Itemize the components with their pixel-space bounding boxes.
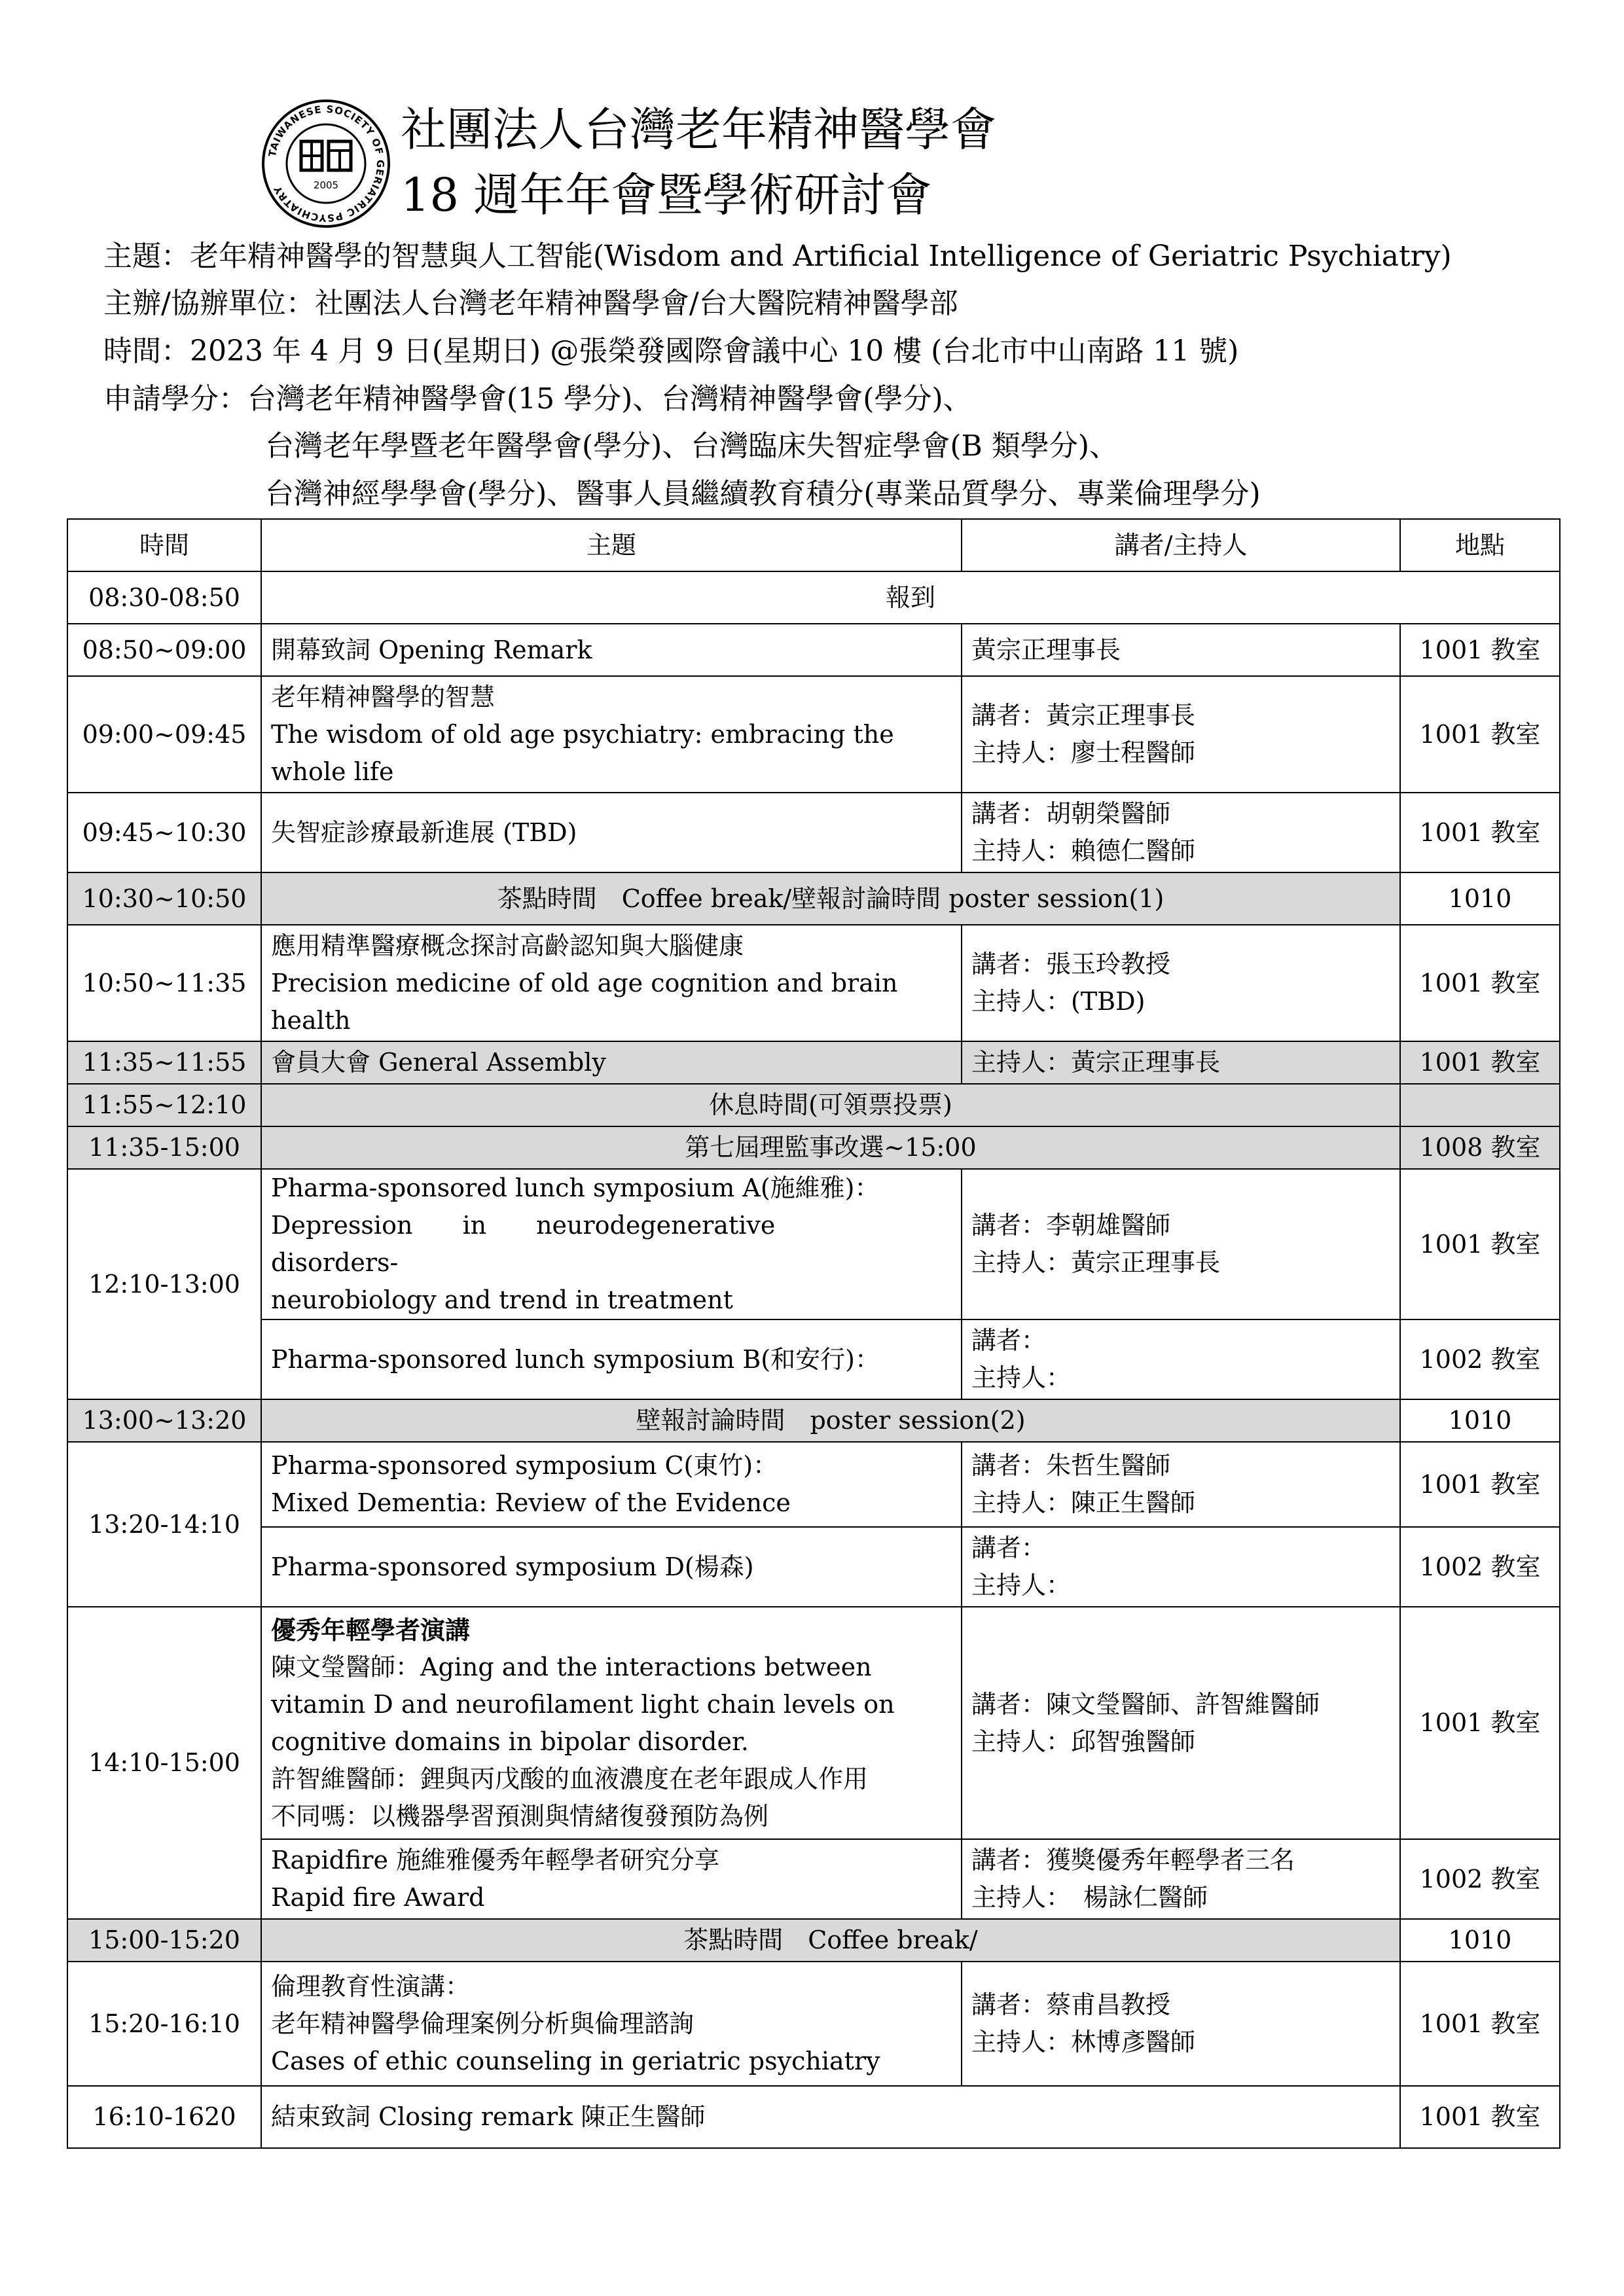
row-time: 10:50~11:35 <box>67 925 261 1041</box>
row-place: 1001 教室 <box>1400 793 1560 872</box>
table-row <box>67 1319 1560 1399</box>
row-place: 1010 <box>1400 1919 1560 1962</box>
row-speaker: 黃宗正理事長 <box>962 624 1400 676</box>
row-topic: 茶點時間 Coffee break/ <box>261 1919 1400 1962</box>
credits-line-1: 申請學分：台灣老年精神醫學會(15 學分)、台灣精神醫學會(學分)、 <box>103 382 972 416</box>
table-row <box>67 2086 1560 2148</box>
row-topic <box>261 1962 962 2086</box>
host-line: 主持人： <box>971 1571 1072 1600</box>
row-topic <box>261 925 962 1041</box>
row-time: 11:55~12:10 <box>67 1084 261 1126</box>
host-line: 主持人：賴德仁醫師 <box>971 836 1196 865</box>
row-time: 08:30-08:50 <box>67 571 261 624</box>
table-row <box>67 1169 1560 1319</box>
row-time: 09:45~10:30 <box>67 793 261 872</box>
table-row <box>67 1442 1560 1527</box>
row-time: 09:00~09:45 <box>67 676 261 793</box>
host-line: 主持人：黃宗正理事長 <box>971 1248 1221 1277</box>
topic-line: Pharma-sponsored lunch symposium A(施維雅)： <box>271 1174 880 1202</box>
row-time: 12:10-13:00 <box>67 1169 261 1399</box>
host-line: 主持人：林博彥醫師 <box>971 2028 1196 2056</box>
row-topic: Pharma-sponsored lunch symposium B(和安行)： <box>261 1319 962 1399</box>
speaker-line: 講者：胡朝榮醫師 <box>971 799 1171 828</box>
table-row <box>67 925 1560 1041</box>
table-row-break <box>67 1084 1560 1126</box>
topic-line: 應用精準醫療概念探討高齡認知與大腦健康 <box>271 931 744 960</box>
time-location-line: 時間：2023 年 4 月 9 日(星期日) @張榮發國際會議中心 10 樓 (台北市中山南路 11 號) <box>103 334 1239 368</box>
logo-year: 2005 <box>313 179 339 191</box>
row-place: 1002 教室 <box>1400 1527 1560 1607</box>
row-place: 1002 教室 <box>1400 1319 1560 1399</box>
row-topic <box>261 1839 962 1919</box>
table-row-break <box>67 1919 1560 1962</box>
row-speaker <box>962 1962 1400 2086</box>
topic-line: Pharma-sponsored symposium C(東竹)： <box>271 1451 778 1480</box>
host-line: 主持人：陳正生醫師 <box>971 1488 1196 1517</box>
row-speaker <box>962 1607 1400 1839</box>
topic-line: The wisdom of old age psychiatry: embracing the whole life <box>271 719 894 786</box>
table-row <box>67 1041 1560 1084</box>
row-topic: 茶點時間 Coffee break/壁報討論時間 poster session(1) <box>261 872 1400 925</box>
row-speaker <box>962 925 1400 1041</box>
speaker-line: 講者： <box>971 1326 1047 1355</box>
row-place: 1008 教室 <box>1400 1126 1560 1169</box>
topic-line: 不同嗎：以機器學習預測與情緒復發預防為例 <box>271 1801 769 1831</box>
row-time: 13:20-14:10 <box>67 1442 261 1607</box>
table-row <box>67 1607 1560 1839</box>
row-speaker <box>962 1169 1400 1319</box>
topic-line: neurobiology and trend in treatment <box>271 1285 733 1314</box>
row-place: 1001 教室 <box>1400 624 1560 676</box>
row-time: 16:10-1620 <box>67 2086 261 2148</box>
host-line: 主持人：邱智強醫師 <box>971 1727 1196 1756</box>
host-line: 主持人：(TBD) <box>971 987 1146 1016</box>
header-speaker: 講者/主持人 <box>962 519 1400 571</box>
row-topic: 結束致詞 Closing remark 陳正生醫師 <box>261 2086 1400 2148</box>
theme-line: 主題：老年精神醫學的智慧與人工智能(Wisdom and Artificial Intelligence of Geriatric Psychiatry) <box>103 240 1452 273</box>
speaker-line: 講者：李朝雄醫師 <box>971 1211 1171 1240</box>
row-topic: 壁報討論時間 poster session(2) <box>261 1399 1400 1442</box>
topic-line: 倫理教育性演講： <box>271 1971 471 2001</box>
row-place: 1001 教室 <box>1400 1607 1560 1839</box>
row-topic: 休息時間(可領票投票) <box>261 1084 1400 1126</box>
svg-text:TAIWANESE SOCIETY OF GERIATRIC <box>266 103 386 224</box>
row-topic: 報到 <box>261 571 1560 624</box>
row-topic: 第七屆理監事改選~15:00 <box>261 1126 1400 1169</box>
row-place: 1001 教室 <box>1400 2086 1560 2148</box>
table-header-row <box>67 519 1560 571</box>
topic-line: Depression in neurodegenerative disorders- <box>271 1211 825 1277</box>
row-place: 1001 教室 <box>1400 925 1560 1041</box>
table-row-break <box>67 1399 1560 1442</box>
row-time: 15:20-16:10 <box>67 1962 261 2086</box>
row-speaker <box>962 1442 1400 1527</box>
host-line: 主持人： 楊詠仁醫師 <box>971 1883 1208 1912</box>
row-place <box>1400 1084 1560 1126</box>
page-title-line1: 社團法人台灣老年精神醫學會 <box>401 103 996 156</box>
society-seal-logo <box>261 98 391 229</box>
topic-line: 許智維醫師：鋰與丙戊酸的血液濃度在老年跟成人作用 <box>271 1764 869 1793</box>
table-row <box>67 1527 1560 1607</box>
header-topic: 主題 <box>261 519 962 571</box>
row-topic <box>261 1607 962 1839</box>
topic-line: cognitive domains in bipolar disorder. <box>271 1727 749 1756</box>
row-time: 13:00~13:20 <box>67 1399 261 1442</box>
speaker-line: 講者： <box>971 1534 1047 1562</box>
table-row <box>67 571 1560 624</box>
row-topic <box>261 1169 962 1319</box>
row-topic: 開幕致詞 Opening Remark <box>261 624 962 676</box>
topic-line: vitamin D and neurofilament light chain levels on <box>271 1689 895 1719</box>
row-place: 1001 教室 <box>1400 1041 1560 1084</box>
row-topic <box>261 676 962 793</box>
header-place: 地點 <box>1400 519 1560 571</box>
topic-line: 老年精神醫學的智慧 <box>271 682 496 711</box>
row-place: 1010 <box>1400 1399 1560 1442</box>
topic-line: Mixed Dementia: Review of the Evidence <box>271 1488 791 1517</box>
table-row <box>67 1839 1560 1919</box>
row-speaker <box>962 676 1400 793</box>
topic-line: Cases of ethic counseling in geriatric psychiatry <box>271 2046 880 2075</box>
row-time: 10:30~10:50 <box>67 872 261 925</box>
row-speaker <box>962 793 1400 872</box>
schedule-table <box>67 518 1561 2149</box>
row-place: 1001 教室 <box>1400 1962 1560 2086</box>
topic-line: Rapidfire 施維雅優秀年輕學者研究分享 <box>271 1846 720 1874</box>
row-place: 1001 教室 <box>1400 676 1560 793</box>
organizer-line: 主辦/協辦單位：社團法人台灣老年精神醫學會/台大醫院精神醫學部 <box>103 287 958 320</box>
topic-line: 陳文瑩醫師：Aging and the interactions between <box>271 1652 872 1681</box>
host-line: 主持人：廖士程醫師 <box>971 738 1196 767</box>
speaker-line: 講者：黃宗正理事長 <box>971 701 1196 730</box>
header-time: 時間 <box>67 519 261 571</box>
host-line: 主持人： <box>971 1363 1072 1392</box>
speaker-line: 講者：蔡甫昌教授 <box>971 1990 1171 2019</box>
table-row <box>67 793 1560 872</box>
table-row <box>67 676 1560 793</box>
row-time: 11:35-15:00 <box>67 1126 261 1169</box>
row-speaker <box>962 1527 1400 1607</box>
row-place: 1001 教室 <box>1400 1169 1560 1319</box>
row-topic: 失智症診療最新進展 (TBD) <box>261 793 962 872</box>
row-time: 11:35~11:55 <box>67 1041 261 1084</box>
credits-line-3: 台灣神經學學會(學分)、醫事人員繼續教育積分(專業品質學分、專業倫理學分) <box>265 477 1261 511</box>
row-time: 15:00-15:20 <box>67 1919 261 1962</box>
table-row <box>67 1962 1560 2086</box>
row-speaker: 主持人：黃宗正理事長 <box>962 1041 1400 1084</box>
row-topic: Pharma-sponsored symposium D(楊森) <box>261 1527 962 1607</box>
topic-heading: 優秀年輕學者演講 <box>271 1615 471 1645</box>
speaker-line: 講者：朱哲生醫師 <box>971 1451 1171 1480</box>
page-title-line2: 18 週年年會暨學術研討會 <box>401 168 932 222</box>
row-place: 1002 教室 <box>1400 1839 1560 1919</box>
row-place: 1001 教室 <box>1400 1442 1560 1527</box>
row-speaker <box>962 1839 1400 1919</box>
row-topic: 會員大會 General Assembly <box>261 1041 962 1084</box>
row-speaker <box>962 1319 1400 1399</box>
table-row <box>67 1126 1560 1169</box>
row-time: 08:50~09:00 <box>67 624 261 676</box>
topic-line: Precision medicine of old age cognition and brain health <box>271 968 898 1035</box>
row-place: 1010 <box>1400 872 1560 925</box>
row-topic <box>261 1442 962 1527</box>
table-row <box>67 624 1560 676</box>
topic-line: 老年精神醫學倫理案例分析與倫理諮詢 <box>271 2009 695 2038</box>
table-row-break <box>67 872 1560 925</box>
topic-line: Rapid fire Award <box>271 1883 485 1912</box>
row-time: 14:10-15:00 <box>67 1607 261 1919</box>
logo-ring-text: TAIWANESE SOCIETY OF GERIATRIC PSYCHIATRY <box>266 103 387 224</box>
speaker-line: 講者：陳文瑩醫師、許智維醫師 <box>971 1689 1320 1719</box>
credits-line-2: 台灣老年學暨老年醫學會(學分)、台灣臨床失智症學會(B 類學分)、 <box>265 429 1118 463</box>
speaker-line: 講者：獲獎優秀年輕學者三名 <box>971 1846 1295 1874</box>
speaker-line: 講者：張玉玲教授 <box>971 950 1171 978</box>
